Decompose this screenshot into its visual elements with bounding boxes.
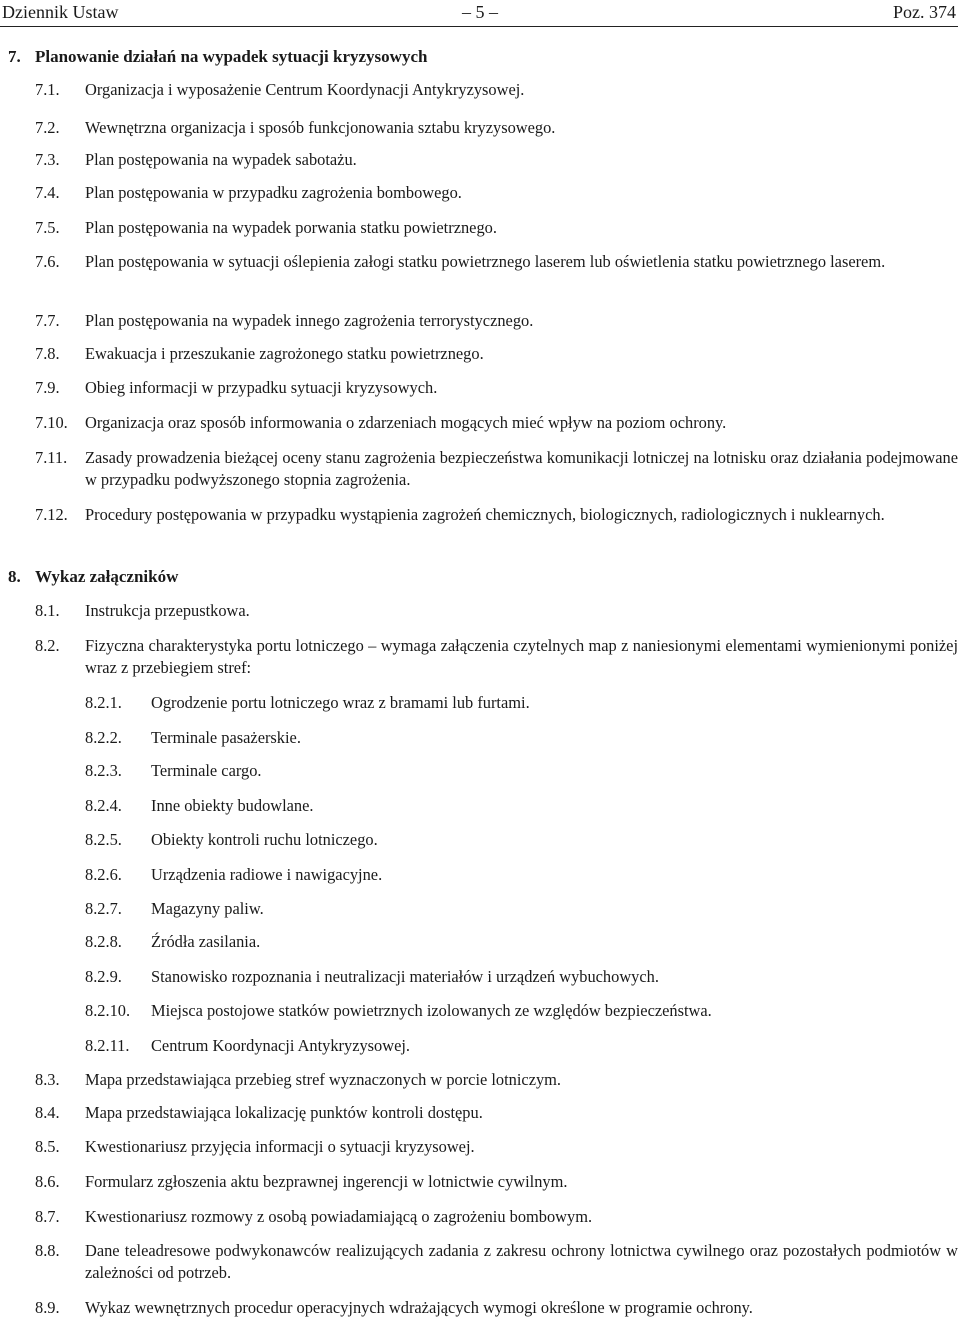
list-item-8-6 — [35, 1171, 958, 1193]
item-text: Kwestionariusz rozmowy z osobą powiadamiającą o zagrożeniu bombowym. — [85, 1207, 593, 1226]
item-text: Formularz zgłoszenia aktu bezprawnej ingerencji w lotnictwie cywilnym. — [85, 1172, 568, 1191]
item-number: 7.5. — [35, 218, 60, 237]
item-number: 7.11. — [35, 448, 68, 467]
sub-item-number: 8.2.5. — [85, 830, 122, 849]
sub-item-number: 8.2.11. — [85, 1036, 130, 1055]
list-item-7-4 — [35, 182, 958, 204]
section-number: 7. — [8, 47, 21, 66]
sub-item-text: Inne obiekty budowlane. — [151, 796, 314, 815]
item-number: 8.9. — [35, 1298, 60, 1317]
item-text: Mapa przedstawiająca lokalizację punktów kontroli dostępu. — [85, 1103, 483, 1122]
sub-item-8-2-4 — [85, 795, 958, 817]
item-text: Zasady prowadzenia bieżącej oceny stanu zagrożenia bezpieczeństwa komunikacji lotniczej na lotnisku oraz działania podejmowane w przypadku podwyższonego stopnia zagrożenia. — [85, 448, 958, 489]
list-item-7-5 — [35, 217, 958, 239]
section-7-title — [8, 46, 427, 68]
item-text: Procedury postępowania w przypadku wystąpienia zagrożeń chemicznych, biologicznych, radiologicznych i nuklearnych. — [85, 505, 885, 524]
page-header — [0, 0, 958, 26]
sub-item-8-2-10 — [85, 1000, 958, 1022]
sub-item-text: Źródła zasilania. — [151, 932, 261, 951]
item-text: Instrukcja przepustkowa. — [85, 601, 250, 620]
section-8-title — [8, 566, 178, 588]
list-item-8-2 — [35, 635, 958, 679]
list-item-8-5 — [35, 1136, 958, 1158]
item-text: Plan postępowania na wypadek innego zagrożenia terrorystycznego. — [85, 311, 534, 330]
item-number: 7.8. — [35, 344, 60, 363]
list-item-8-3 — [35, 1069, 958, 1091]
item-text: Plan postępowania w przypadku zagrożenia bombowego. — [85, 183, 462, 202]
list-item-7-12 — [35, 504, 958, 526]
item-number: 7.2. — [35, 118, 60, 137]
item-number: 7.7. — [35, 311, 60, 330]
list-item-7-9 — [35, 377, 958, 399]
list-item-7-7 — [35, 310, 958, 332]
list-item-7-6 — [35, 251, 958, 273]
list-item-8-1 — [35, 600, 958, 622]
item-text: Plan postępowania na wypadek porwania statku powietrznego. — [85, 218, 497, 237]
position-number: Poz. 374 — [893, 2, 956, 22]
item-text: Plan postępowania w sytuacji oślepienia załogi statku powietrznego laserem lub oświetlenia statku powietrznego laserem. — [85, 252, 886, 271]
section-heading: Wykaz załączników — [35, 567, 179, 586]
sub-item-text: Terminale cargo. — [151, 761, 262, 780]
item-text: Organizacja i wyposażenie Centrum Koordynacji Antykryzysowej. — [85, 80, 525, 99]
item-text: Wewnętrzna organizacja i sposób funkcjonowania sztabu kryzysowego. — [85, 118, 556, 137]
list-item-7-10 — [35, 412, 958, 434]
sub-item-number: 8.2.7. — [85, 899, 122, 918]
sub-item-number: 8.2.8. — [85, 932, 122, 951]
sub-item-number: 8.2.10. — [85, 1001, 131, 1020]
sub-item-text: Centrum Koordynacji Antykryzysowej. — [151, 1036, 411, 1055]
item-text: Obieg informacji w przypadku sytuacji kryzysowych. — [85, 378, 438, 397]
sub-item-8-2-9 — [85, 966, 958, 988]
item-number: 7.12. — [35, 505, 68, 524]
item-number: 7.10. — [35, 413, 68, 432]
item-text: Plan postępowania na wypadek sabotażu. — [85, 150, 357, 169]
item-text: Organizacja oraz sposób informowania o zdarzeniach mogących mieć wpływ na poziom ochrony. — [85, 413, 727, 432]
sub-item-text: Urządzenia radiowe i nawigacyjne. — [151, 865, 383, 884]
sub-item-number: 8.2.6. — [85, 865, 122, 884]
item-number: 7.6. — [35, 252, 60, 271]
sub-item-8-2-5 — [85, 829, 958, 851]
list-item-8-9 — [35, 1297, 958, 1319]
journal-name: Dziennik Ustaw — [2, 2, 119, 22]
item-text: Dane teleadresowe podwykonawców realizujących zadania z zakresu ochrony lotnictwa cywilnego oraz pozostałych podmiotów w zależności od potrzeb. — [85, 1241, 958, 1282]
sub-item-8-2-11 — [85, 1035, 958, 1057]
item-text: Mapa przedstawiająca przebieg stref wyznaczonych w porcie lotniczym. — [85, 1070, 562, 1089]
sub-item-8-2-3 — [85, 760, 958, 782]
sub-item-number: 8.2.3. — [85, 761, 122, 780]
sub-item-8-2-1 — [85, 692, 958, 714]
sub-item-text: Magazyny paliw. — [151, 899, 264, 918]
item-number: 8.6. — [35, 1172, 60, 1191]
item-number: 8.1. — [35, 601, 60, 620]
sub-item-text: Miejsca postojowe statków powietrznych izolowanych ze względów bezpieczeństwa. — [151, 1001, 712, 1020]
list-item-7-2 — [35, 117, 958, 139]
sub-item-8-2-8 — [85, 931, 958, 953]
item-number: 7.9. — [35, 378, 60, 397]
list-item-7-11 — [35, 447, 958, 491]
item-number: 8.3. — [35, 1070, 60, 1089]
list-item-8-8 — [35, 1240, 958, 1284]
sub-item-text: Obiekty kontroli ruchu lotniczego. — [151, 830, 378, 849]
sub-item-text: Ogrodzenie portu lotniczego wraz z bramami lub furtami. — [151, 693, 530, 712]
page-number: – 5 – — [462, 2, 498, 22]
section-number: 8. — [8, 567, 21, 586]
sub-item-number: 8.2.2. — [85, 728, 122, 747]
sub-item-8-2-6 — [85, 864, 958, 886]
sub-item-text: Terminale pasażerskie. — [151, 728, 301, 747]
item-text: Wykaz wewnętrznych procedur operacyjnych wdrażających wymogi określone w programie ochrony. — [85, 1298, 753, 1317]
list-item-7-3 — [35, 149, 958, 171]
item-number: 7.1. — [35, 80, 60, 99]
item-number: 8.7. — [35, 1207, 60, 1226]
item-text: Ewakuacja i przeszukanie zagrożonego statku powietrznego. — [85, 344, 484, 363]
sub-item-8-2-2 — [85, 727, 958, 749]
item-text: Fizyczna charakterystyka portu lotniczego – wymaga załączenia czytelnych map z naniesionymi elementami wymienionymi poniżej wraz z przebiegiem stref: — [85, 636, 958, 677]
list-item-7-8 — [35, 343, 958, 365]
item-number: 8.4. — [35, 1103, 60, 1122]
sub-item-text: Stanowisko rozpoznania i neutralizacji materiałów i urządzeń wybuchowych. — [151, 967, 659, 986]
item-text: Kwestionariusz przyjęcia informacji o sytuacji kryzysowej. — [85, 1137, 475, 1156]
section-heading: Planowanie działań na wypadek sytuacji kryzysowych — [35, 47, 428, 66]
sub-item-number: 8.2.1. — [85, 693, 122, 712]
sub-item-number: 8.2.9. — [85, 967, 122, 986]
list-item-8-7 — [35, 1206, 958, 1228]
list-item-7-1 — [35, 79, 958, 101]
header-rule — [0, 26, 958, 27]
sub-item-number: 8.2.4. — [85, 796, 122, 815]
list-item-8-4 — [35, 1102, 958, 1124]
item-number: 7.4. — [35, 183, 60, 202]
item-number: 7.3. — [35, 150, 60, 169]
sub-item-8-2-7 — [85, 898, 958, 920]
item-number: 8.8. — [35, 1241, 60, 1260]
item-number: 8.5. — [35, 1137, 60, 1156]
item-number: 8.2. — [35, 636, 60, 655]
